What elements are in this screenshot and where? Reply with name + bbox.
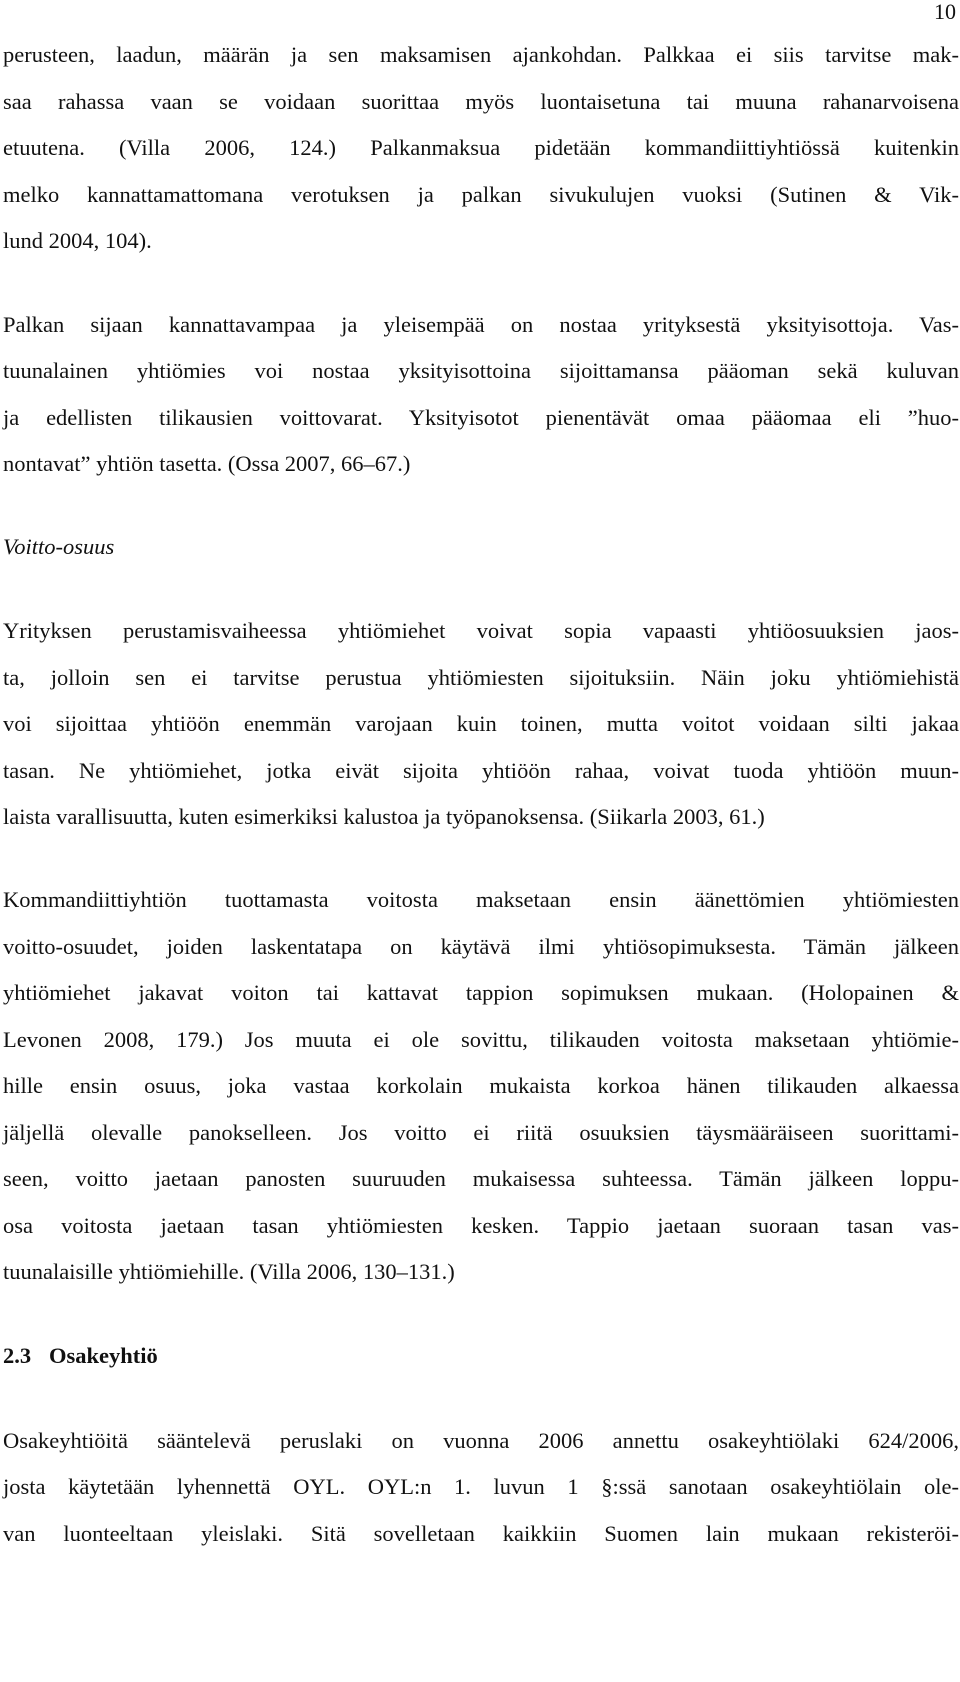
text-line: tuunalaisille yhtiömiehille. (Villa 2006, 130–131.) bbox=[3, 1259, 455, 1284]
text-line: voitto-osuudet, joiden laskentatapa on käytävä ilmi yhtiösopimuksesta. Tämän jälkeen bbox=[3, 934, 959, 959]
text-line: nontavat” yhtiön tasetta. (Ossa 2007, 66–67.) bbox=[3, 451, 411, 476]
text-line: laista varallisuutta, kuten esimerkiksi kalustoa ja työpanoksensa. (Siikarla 2003, 61.) bbox=[3, 804, 765, 829]
text-line: Palkan sijaan kannattavampaa ja yleisempää on nostaa yrityksestä yksityisottoja. Vas- bbox=[3, 312, 959, 337]
text-line: Osakeyhtiöitä sääntelevä peruslaki on vuonna 2006 annettu osakeyhtiölaki 624/2006, bbox=[3, 1428, 959, 1453]
text-line: van luonteeltaan yleislaki. Sitä sovelletaan kaikkiin Suomen lain mukaan rekisteröi- bbox=[3, 1521, 959, 1546]
text-line: hille ensin osuus, joka vastaa korkolain mukaista korkoa hänen tilikauden alkaessa bbox=[3, 1073, 959, 1098]
text-line: Levonen 2008, 179.) Jos muuta ei ole sovittu, tilikauden voitosta maksetaan yhtiömie- bbox=[3, 1027, 959, 1052]
text-line: ja edellisten tilikausien voittovarat. Yksityisotot pienentävät omaa pääomaa eli ”huo- bbox=[3, 405, 959, 430]
section-number: 2.3 bbox=[3, 1343, 32, 1368]
text-line: seen, voitto jaetaan panosten suuruuden mukaisessa suhteessa. Tämän jälkeen loppu- bbox=[3, 1166, 959, 1191]
text-line: ta, jolloin sen ei tarvitse perustua yhtiömiesten sijoituksiin. Näin joku yhtiömiehistä bbox=[3, 665, 959, 690]
text-line: lund 2004, 104). bbox=[3, 228, 152, 253]
text-line: yhtiömiehet jakavat voiton tai kattavat tappion sopimuksen mukaan. (Holopainen & bbox=[3, 980, 959, 1005]
text-line: josta käytetään lyhennettä OYL. OYL:n 1. luvun 1 §:ssä sanotaan osakeyhtiölain ole- bbox=[3, 1474, 959, 1499]
text-line: tuunalainen yhtiömies voi nostaa yksityisottoina sijoittamansa pääoman sekä kuluvan bbox=[3, 358, 959, 383]
section-title: Osakeyhtiö bbox=[49, 1343, 158, 1368]
text-line: voi sijoittaa yhtiöön enemmän varojaan kuin toinen, mutta voitot voidaan silti jakaa bbox=[3, 711, 959, 736]
text-line: Yrityksen perustamisvaiheessa yhtiömiehet voivat sopia vapaasti yhtiöosuuksien jaos- bbox=[3, 618, 959, 643]
text-line: tasan. Ne yhtiömiehet, jotka eivät sijoita yhtiöön rahaa, voivat tuoda yhtiöön muun- bbox=[3, 758, 959, 783]
text-line: etuutena. (Villa 2006, 124.) Palkanmaksua pidetään kommandiittiyhtiössä kuitenkin bbox=[3, 135, 959, 160]
text-line: perusteen, laadun, määrän ja sen maksamisen ajankohdan. Palkkaa ei siis tarvitse mak- bbox=[3, 42, 959, 67]
section-heading bbox=[3, 1343, 158, 1369]
text-line: jäljellä olevalle panokselleen. Jos voitto ei riitä osuuksien täysmääräiseen suorittami- bbox=[3, 1120, 959, 1145]
text-line: osa voitosta jaetaan tasan yhtiömiesten kesken. Tappio jaetaan suoraan tasan vas- bbox=[3, 1213, 959, 1238]
page-number: 10 bbox=[934, 0, 956, 24]
text-line: melko kannattamattomana verotuksen ja palkan sivukulujen vuoksi (Sutinen & Vik- bbox=[3, 182, 959, 207]
text-line: Kommandiittiyhtiön tuottamasta voitosta maksetaan ensin äänettömien yhtiömiesten bbox=[3, 887, 959, 912]
subheading-voitto-osuus: Voitto-osuus bbox=[3, 534, 115, 559]
text-line: saa rahassa vaan se voidaan suorittaa myös luontaisetuna tai muuna rahanarvoisena bbox=[3, 89, 959, 114]
